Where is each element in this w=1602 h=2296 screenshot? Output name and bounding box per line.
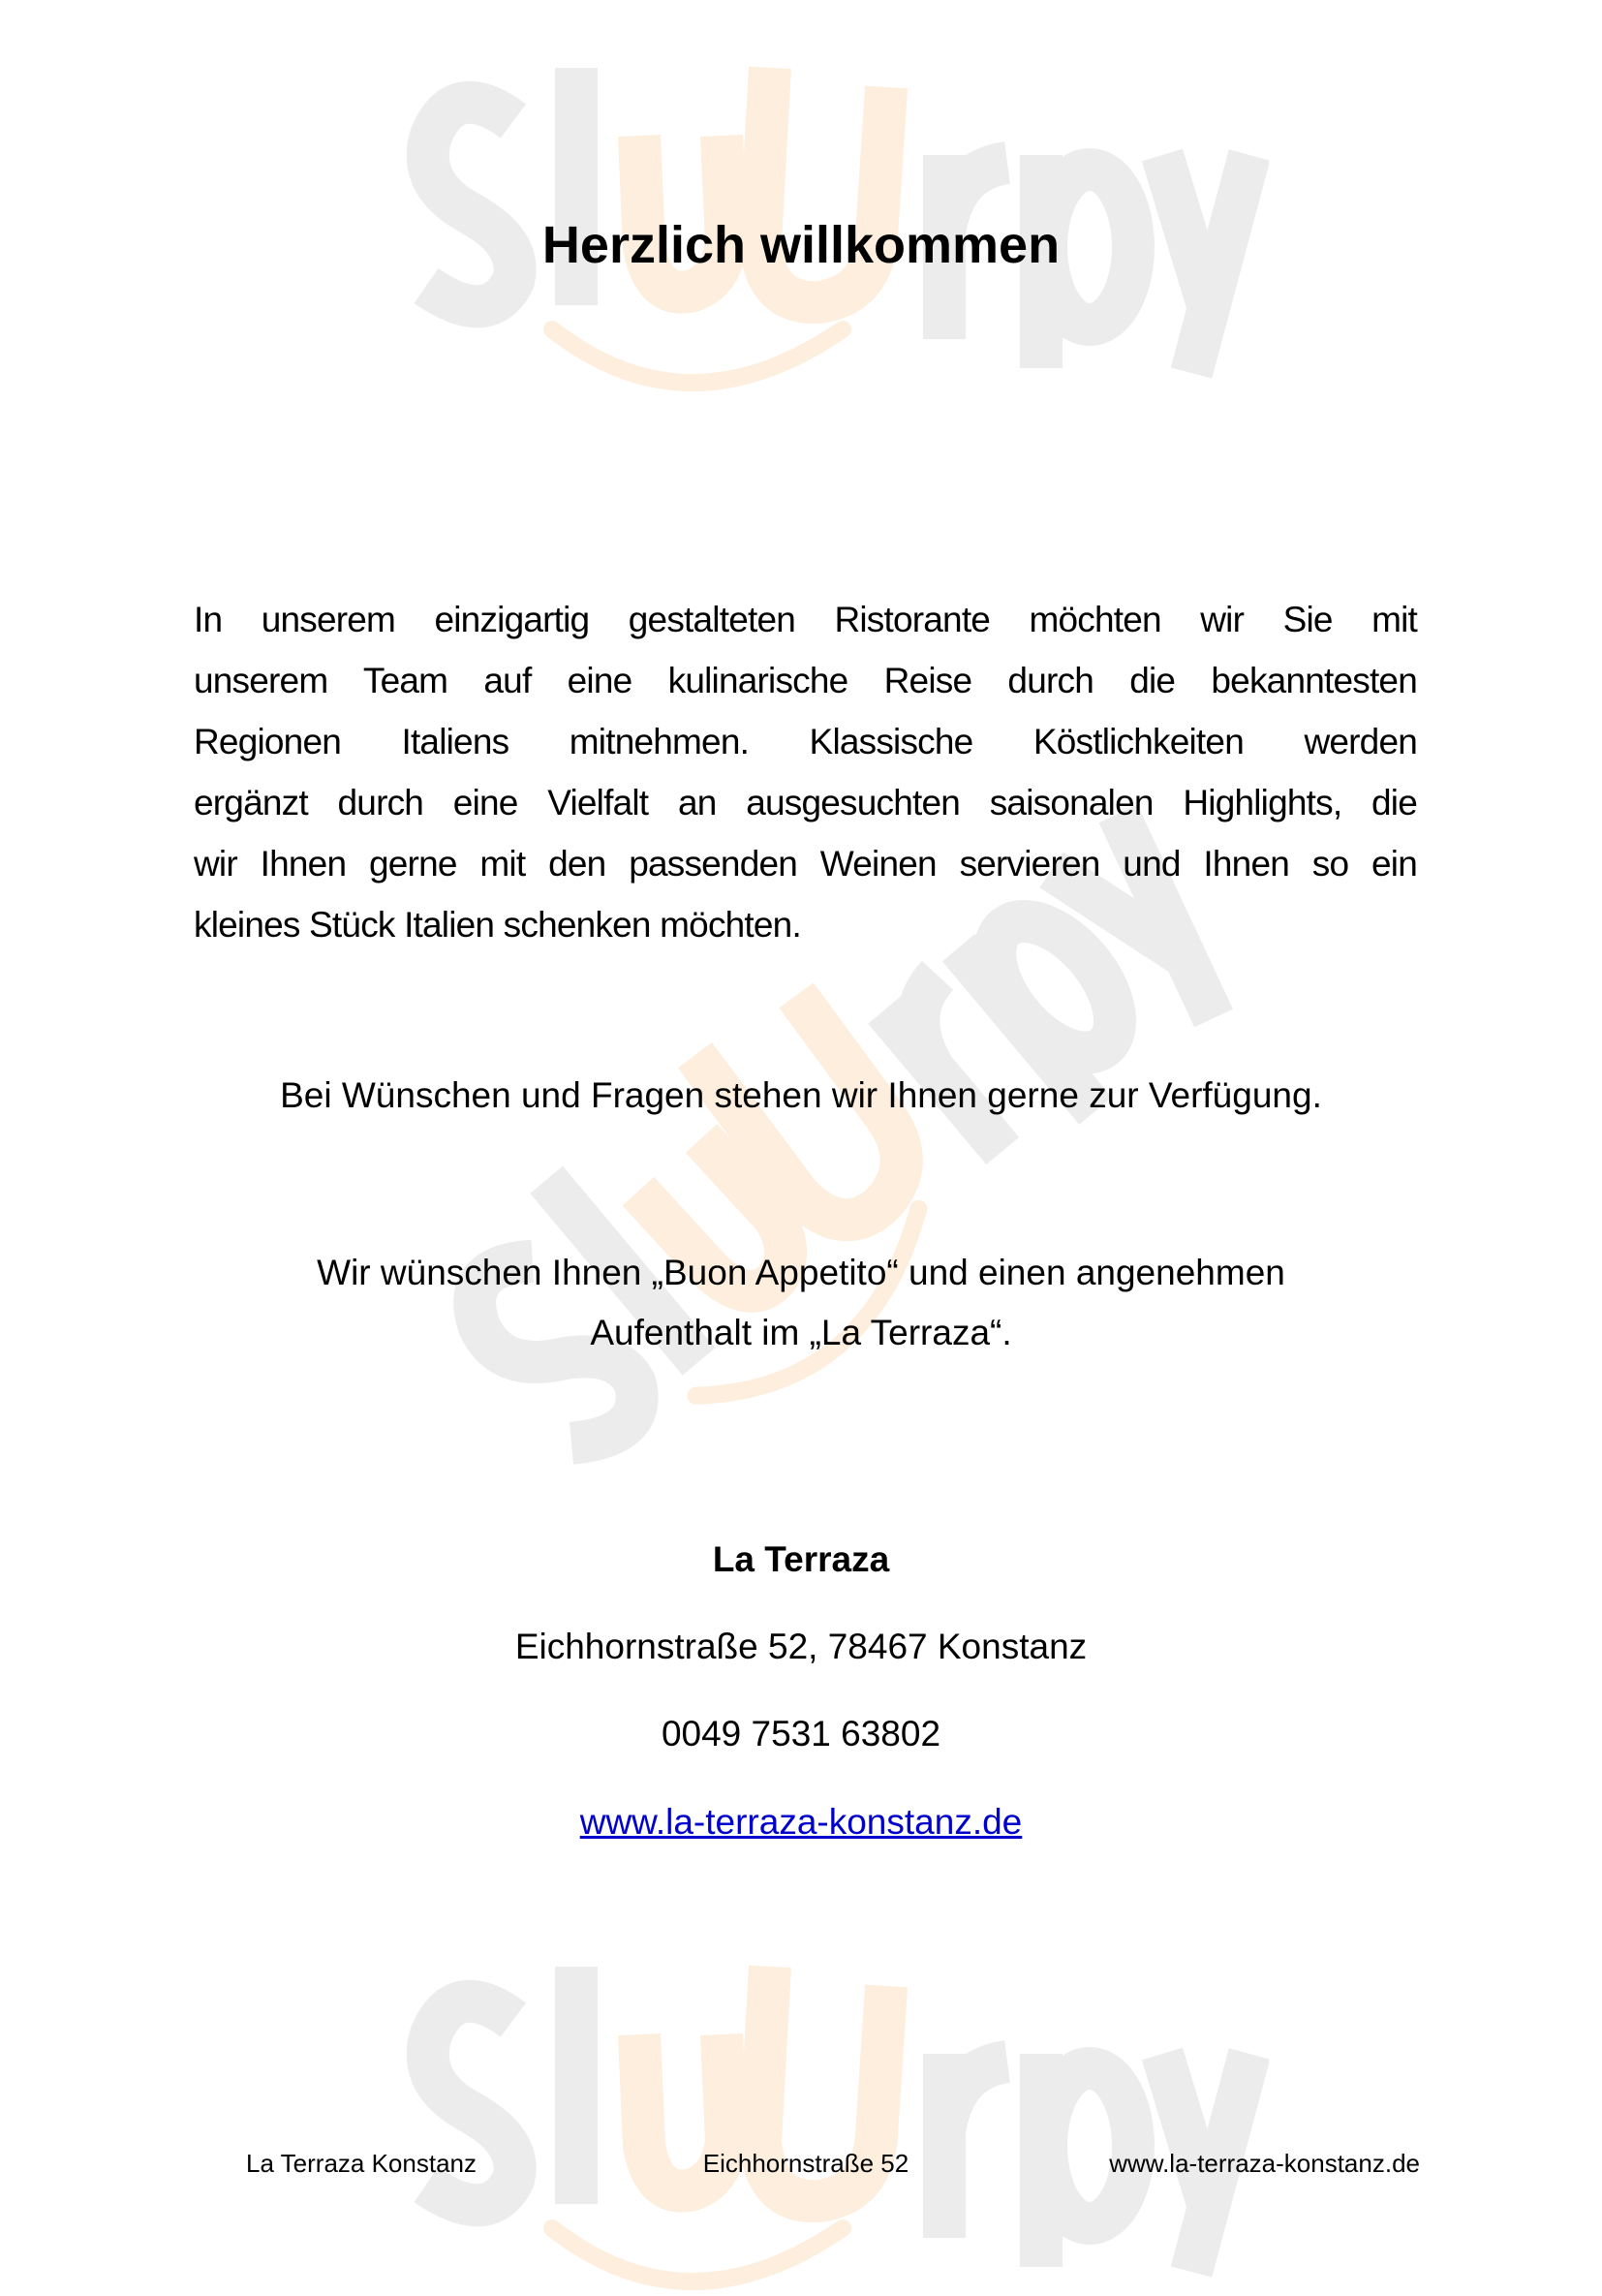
wish-line: Wir wünschen Ihnen „Buon Appetito“ und einen angenehmen [317, 1253, 1285, 1292]
website-link[interactable]: www.la-terraza-konstanz.de [579, 1802, 1023, 1842]
intro-line: Regionen Italiens mitnehmen. Klassische Köstlichkeiten werden [194, 722, 1417, 761]
intro-line: wir Ihnen gerne mit den passenden Weinen servieren und Ihnen so ein [194, 844, 1417, 884]
website-row [0, 1792, 1602, 1852]
intro-line: In unserem einzigartig gestalteten Ristorante möchten wir Sie mit [194, 600, 1417, 639]
address: Eichhornstraße 52, 78467 Konstanz [514, 1627, 1088, 1666]
restaurant-name: La Terraza [712, 1539, 890, 1579]
phone: 0049 7531 63802 [661, 1714, 941, 1753]
intro-line: kleines Stück Italien schenken möchten. [194, 905, 801, 945]
wish-line: Aufenthalt im „La Terraza“. [590, 1313, 1012, 1352]
footer-center: Eichhornstraße 52 [702, 2149, 909, 2178]
footer-left: La Terraza Konstanz [246, 2149, 477, 2178]
intro-paragraph [194, 589, 1417, 955]
sluurpy-watermark-bottom [397, 1947, 1269, 2296]
questions-text: Bei Wünschen und Fragen stehen wir Ihnen gerne zur Verfügung. [280, 1075, 1322, 1115]
intro-line: ergänzt durch eine Vielfalt an ausgesuchten saisonalen Highlights, die [194, 783, 1417, 822]
footer-right: www.la-terraza-konstanz.de [1109, 2149, 1420, 2178]
intro-line: unserem Team auf eine kulinarische Reise durch die bekanntesten [194, 661, 1417, 700]
page-title: Herzlich willkommen [541, 216, 1061, 274]
wish-text [0, 1243, 1602, 1363]
